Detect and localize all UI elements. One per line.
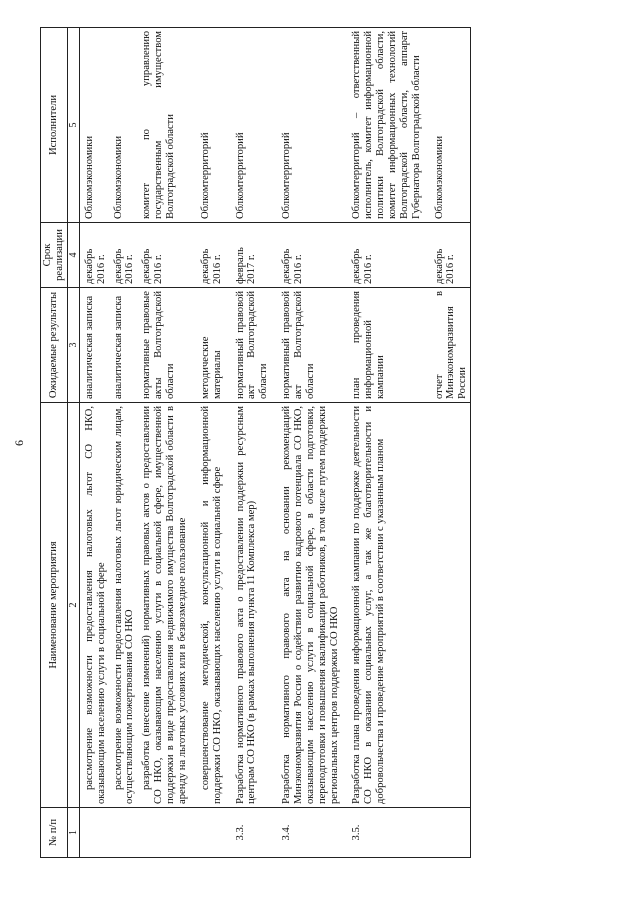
table-row (424, 28, 471, 858)
row-number (137, 808, 189, 858)
row-measure: Разработка нормативного правового акта на основании рекомендаций Минэкономразвития России о содействии развитию кадрового потенциала СО НКО, оказывающим населению услуги в социальной сфере, в области подготовки, переподготовки и повышения квалификации работников, в том числе путем поддержки региональных центров поддержки СО НКО (271, 403, 341, 808)
row-result: нормативный правовой акт Волгоградской области (225, 288, 272, 403)
row-result: нормативные правовые акты Волгоградской области (137, 288, 189, 403)
row-measure: рассмотрение возможности предоставления налоговых льгот юридическим лицам, осуществляющим пожертвования СО НКО (109, 403, 138, 808)
row-term: декабрь 2016 г. (341, 223, 423, 288)
row-result: аналитическая записка (79, 288, 108, 403)
row-executor: комитет по управлению государственным имуществом Волгоградской области (137, 28, 189, 223)
table-row (109, 28, 138, 858)
row-result: методические материалы (190, 288, 225, 403)
table-row (137, 28, 189, 858)
header-numbers-row (67, 28, 79, 858)
row-result: нормативный правовой акт Волгоградской области (271, 288, 341, 403)
header-num-1: 1 (67, 808, 79, 858)
header-num-5: 5 (67, 28, 79, 223)
row-term: декабрь 2016 г. (137, 223, 189, 288)
row-term: декабрь 2016 г. (424, 223, 471, 288)
measures-table (40, 27, 471, 858)
row-term: декабрь 2016 г. (109, 223, 138, 288)
row-measure: рассмотрение возможности предоставления налоговых льгот СО НКО, оказывающим населению услуги в социальной сфере (79, 403, 108, 808)
row-executor: Облкомэкономики (109, 28, 138, 223)
table-row (225, 28, 272, 858)
rotated-landscape-table (12, 28, 600, 858)
page-number: 6 (12, 440, 26, 446)
row-term: декабрь 2016 г. (79, 223, 108, 288)
header-name: Наименование мероприятия (41, 403, 68, 808)
row-executor: Облкомтерриторий (225, 28, 272, 223)
row-executor: Облкомтерриторий – ответственный исполнитель, комитет информационной политики Волгоградской области, комитет информационных технологий Волгоградской области, аппарат Губернатора Волгоградской области (341, 28, 423, 223)
row-executor: Облкомэкономики (424, 28, 471, 223)
row-executor: Облкомтерриторий (190, 28, 225, 223)
row-term: февраль 2017 г. (225, 223, 272, 288)
row-number (190, 808, 225, 858)
row-number (424, 808, 471, 858)
row-measure: Разработка плана проведения информационной кампании по поддержке деятельности СО НКО в оказании социальных услуг, а так же благотворительности и добровольчества и проведение мероприятий в соответствии с указанным планом (341, 403, 423, 808)
table-row (341, 28, 423, 858)
header-number: № п/п (41, 808, 68, 858)
row-number: 3.4. (271, 808, 341, 858)
row-result: отчет в Минэкономразвития России (424, 288, 471, 403)
header-executors: Исполнители (41, 28, 68, 223)
header-num-3: 3 (67, 288, 79, 403)
header-num-4: 4 (67, 223, 79, 288)
row-number (109, 808, 138, 858)
row-term: декабрь 2016 г. (271, 223, 341, 288)
row-result: аналитическая записка (109, 288, 138, 403)
row-measure: разработка (внесение изменений) нормативных правовых актов о предоставлении СО НКО, оказывающим населению услуги в социальной сфере, имущественной поддержки в виде предоставления недвижимого имущества Волгоградской области в аренду на льготных условиях или в безвозмездное пользование (137, 403, 189, 808)
row-executor: Облкомтерриторий (271, 28, 341, 223)
header-term: Срок реализации (41, 223, 68, 288)
table-row (271, 28, 341, 858)
row-measure: совершенствование методической, консультационной и информационной поддержки СО НКО, оказывающих населению услуги в социальной сфере (190, 403, 225, 808)
row-measure (424, 403, 471, 808)
row-number: 3.3. (225, 808, 272, 858)
row-result: план проведения информационной кампании (341, 288, 423, 403)
header-num-2: 2 (67, 403, 79, 808)
row-number: 3.5. (341, 808, 423, 858)
row-number (79, 808, 108, 858)
row-measure: Разработка нормативного правового акта о предоставлении поддержки ресурсным центрам СО НКО (в рамках выполнения пункта 11 Комплекса мер) (225, 403, 272, 808)
header-result: Ожидаемые результаты (41, 288, 68, 403)
header-row (41, 28, 68, 858)
row-executor: Облкомэкономики (79, 28, 108, 223)
row-term: декабрь 2016 г. (190, 223, 225, 288)
table-row (190, 28, 225, 858)
table-row (79, 28, 108, 858)
